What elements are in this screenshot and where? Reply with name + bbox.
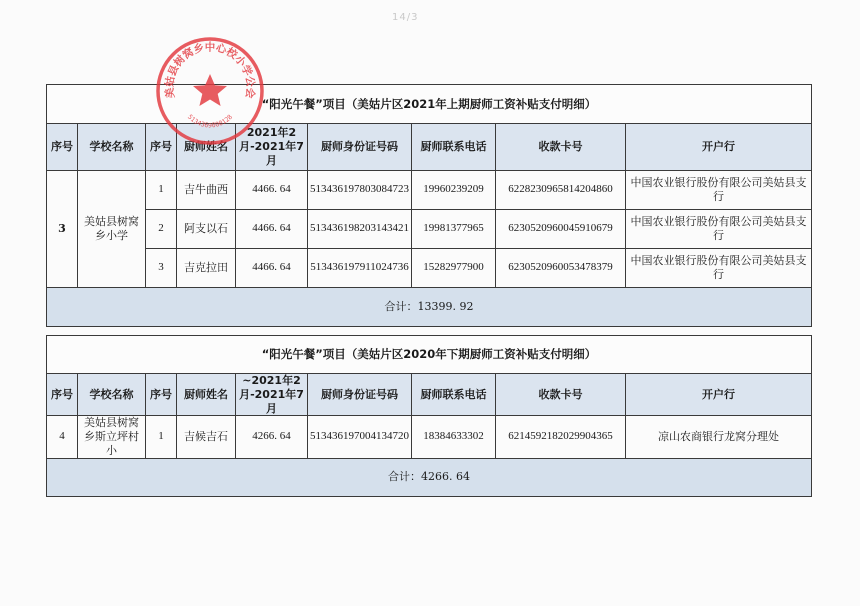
total: 合计：4266. 64 <box>47 458 812 496</box>
seal-code: 5134369000128 <box>185 112 235 130</box>
phone: 15282977900 <box>412 249 496 288</box>
table-row <box>47 171 812 210</box>
header-seq: 序号 <box>146 124 177 171</box>
header-group-seq: 序号 <box>47 374 78 416</box>
id-number: 513436197004134720 <box>308 416 412 458</box>
header-bank: 开户行 <box>626 374 812 416</box>
row-seq: 1 <box>146 171 177 210</box>
bank-name: 中国农业银行股份有限公司美姑县支行 <box>626 171 812 210</box>
chef-name: 吉牛曲西 <box>177 171 236 210</box>
header-card: 收款卡号 <box>496 374 626 416</box>
table-title: “阳光午餐”项目（美姑片区2020年下期厨师工资补贴支付明细） <box>47 336 812 374</box>
bank-name: 中国农业银行股份有限公司美姑县支行 <box>626 210 812 249</box>
amount: 4466. 64 <box>236 210 308 249</box>
table-row <box>47 210 812 249</box>
table-row <box>47 416 812 458</box>
row-seq: 3 <box>146 249 177 288</box>
payment-table-2021 <box>46 84 812 327</box>
id-number: 513436197803084723 <box>308 171 412 210</box>
table-row <box>47 249 812 288</box>
group-seq: 4 <box>47 416 78 458</box>
chef-name: 吉候吉石 <box>177 416 236 458</box>
header-chef-name: 厨师姓名 <box>177 124 236 171</box>
bank-name: 中国农业银行股份有限公司美姑县支行 <box>626 249 812 288</box>
school-name: 美姑县树窝乡小学 <box>78 171 146 288</box>
payment-table-2020 <box>46 335 812 497</box>
seal-text: 美姑县树窝乡中心校小学公会 <box>163 41 257 99</box>
chef-name: 阿支以石 <box>177 210 236 249</box>
total: 合计：13399. 92 <box>47 288 812 327</box>
amount: 4266. 64 <box>236 416 308 458</box>
card-number: 6230520960045910679 <box>496 210 626 249</box>
header-bank: 开户行 <box>626 124 812 171</box>
id-number: 513436197911024736 <box>308 249 412 288</box>
row-seq: 2 <box>146 210 177 249</box>
phone: 18384633302 <box>412 416 496 458</box>
phone: 19981377965 <box>412 210 496 249</box>
amount: 4466. 64 <box>236 171 308 210</box>
header-group-seq: 序号 <box>47 124 78 171</box>
group-seq: 3 <box>47 171 78 288</box>
header-id-number: 厨师身份证号码 <box>308 374 412 416</box>
bank-name: 凉山农商银行龙窝分理处 <box>626 416 812 458</box>
card-number: 6230520960053478379 <box>496 249 626 288</box>
card-number: 6214592182029904365 <box>496 416 626 458</box>
phone: 19960239209 <box>412 171 496 210</box>
header-phone: 厨师联系电话 <box>412 124 496 171</box>
header-chef-name: 厨师姓名 <box>177 374 236 416</box>
header-id-number: 厨师身份证号码 <box>308 124 412 171</box>
header-period: ~2021年2月-2021年7月 <box>236 374 308 416</box>
school-name: 美姑县树窝乡斯立坪村小 <box>78 416 146 458</box>
header-card: 收款卡号 <box>496 124 626 171</box>
header-phone: 厨师联系电话 <box>412 374 496 416</box>
header-seq: 序号 <box>146 374 177 416</box>
header-period: 2021年2月-2021年7月 <box>236 124 308 171</box>
chef-name: 吉克拉田 <box>177 249 236 288</box>
card-number: 6228230965814204860 <box>496 171 626 210</box>
table-title: “阳光午餐”项目（美姑片区2021年上期厨师工资补贴支付明细） <box>47 85 812 124</box>
amount: 4466. 64 <box>236 249 308 288</box>
header-school: 学校名称 <box>78 374 146 416</box>
row-seq: 1 <box>146 416 177 458</box>
header-school: 学校名称 <box>78 124 146 171</box>
id-number: 513436198203143421 <box>308 210 412 249</box>
page-mark: 14/3 <box>392 12 419 23</box>
